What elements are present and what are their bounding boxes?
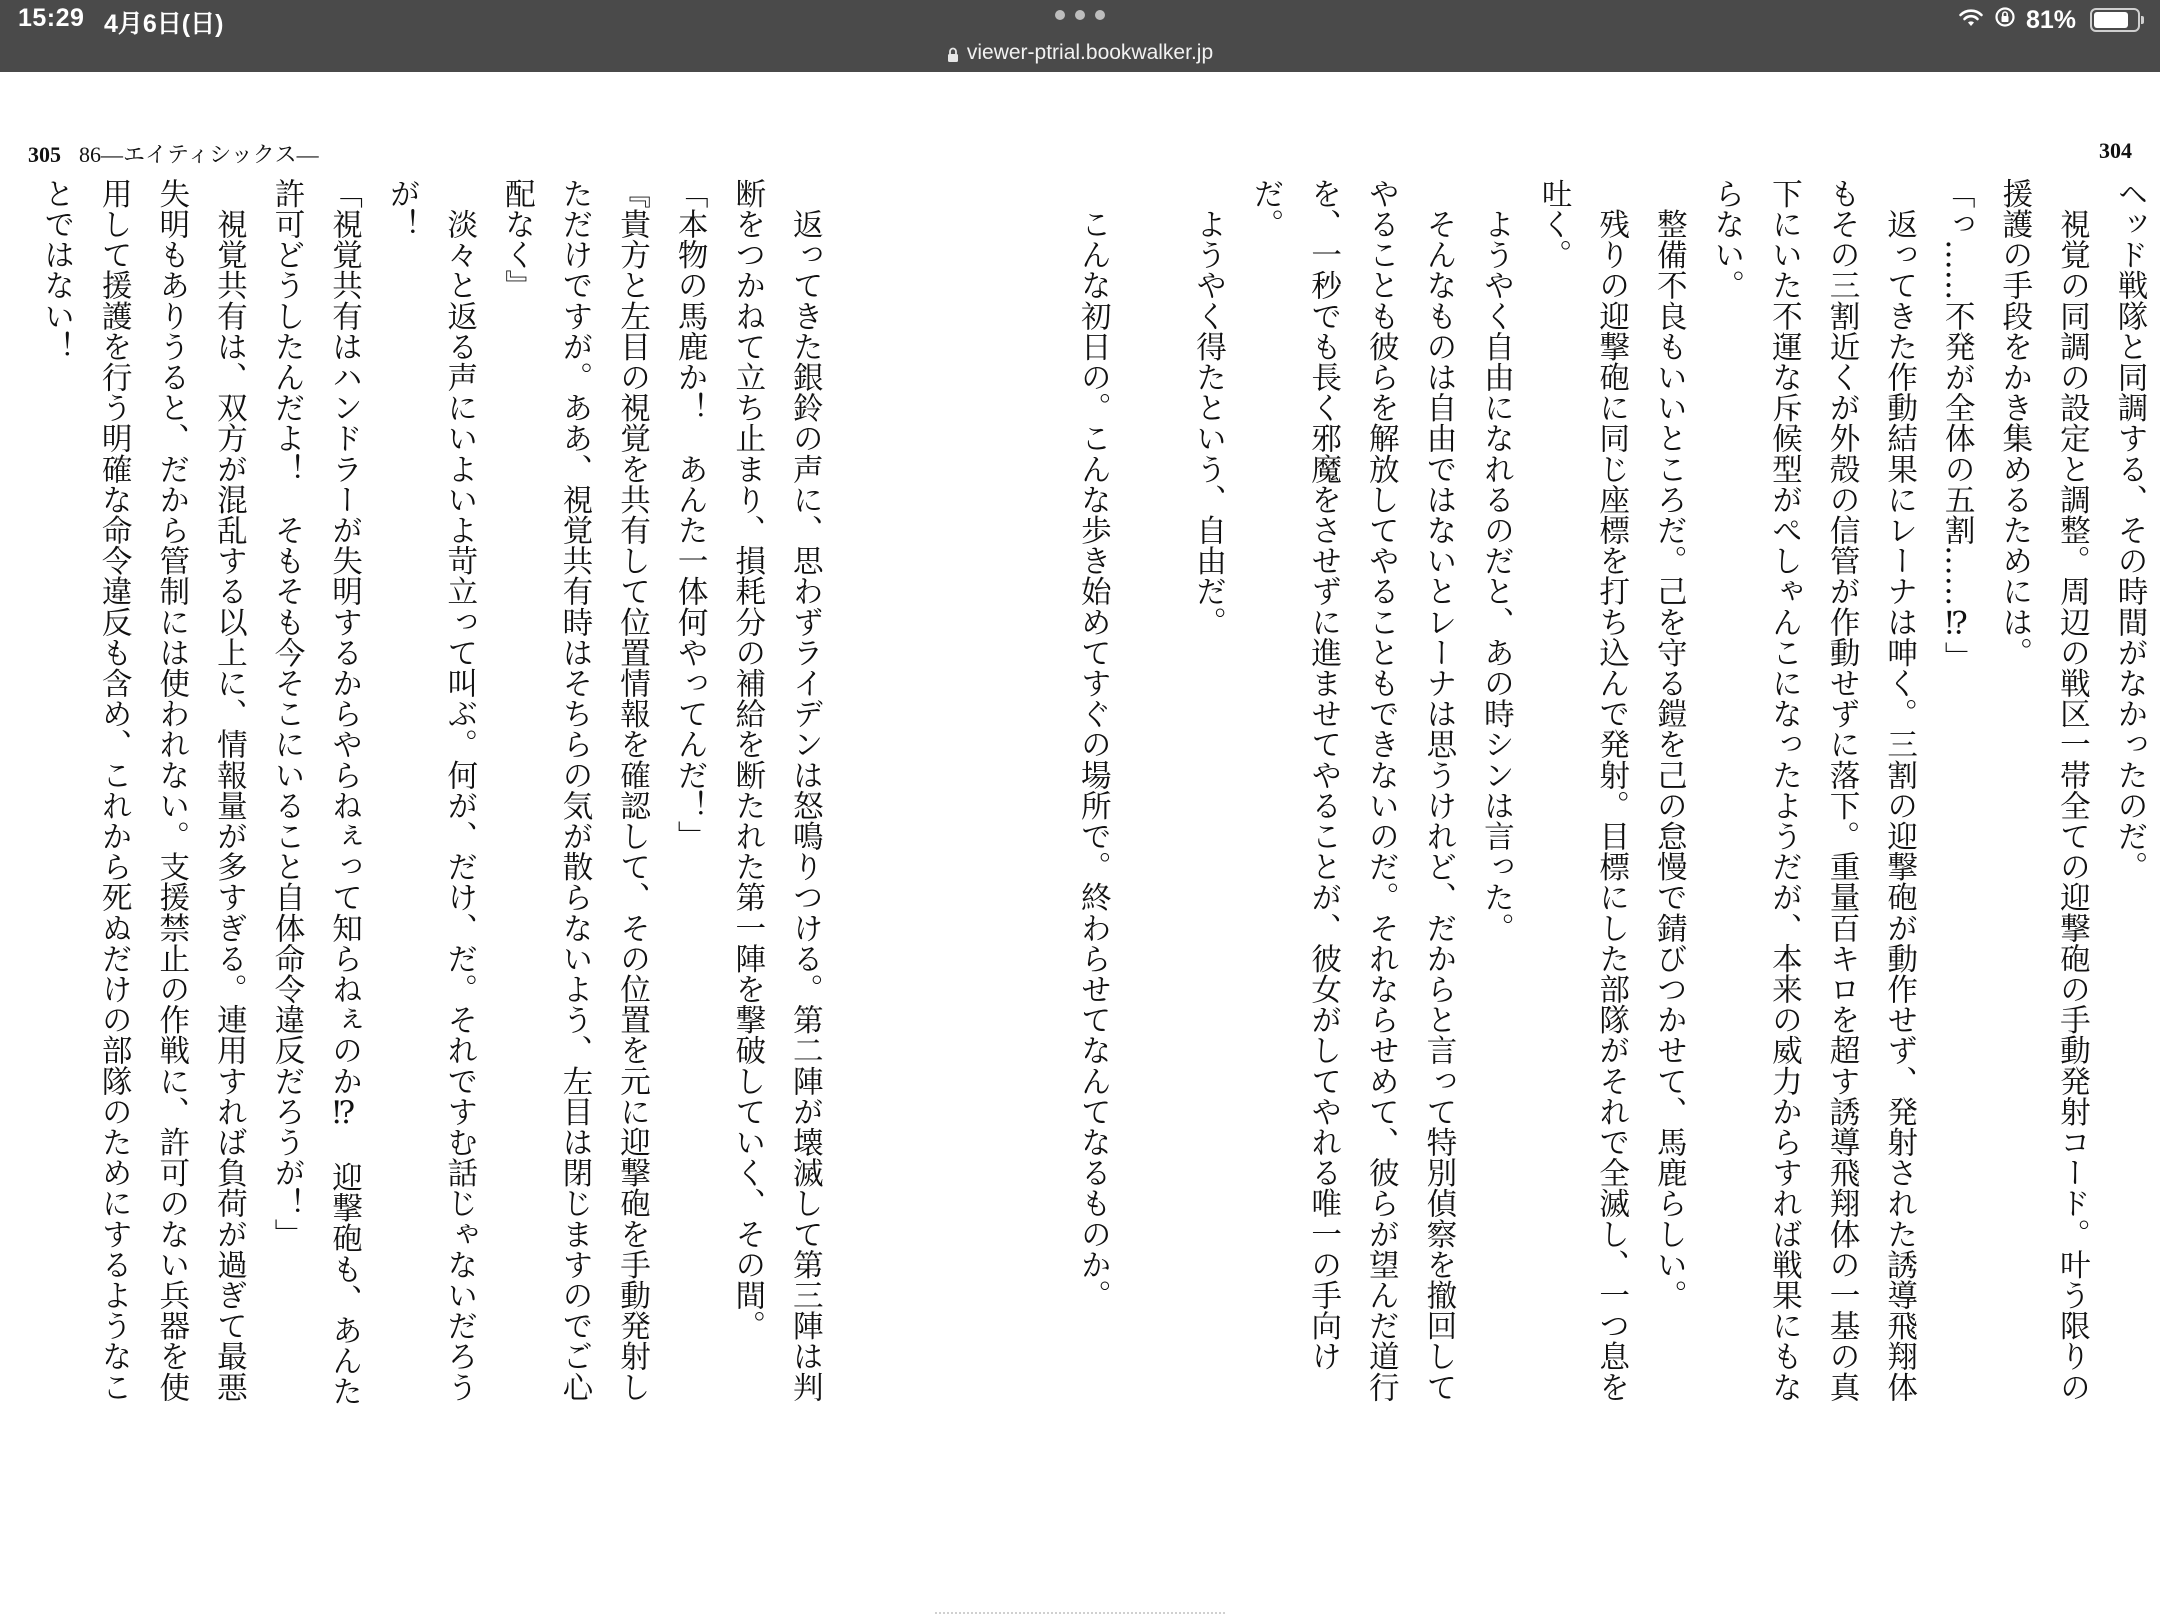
text-line: 『貴方と左目の視覚を共有して位置情報を確認して、その位置を元に迎撃砲を手動発射し (614, 178, 650, 1402)
text-line: 「っ……不発が全体の五割……⁉」 (1939, 178, 1975, 672)
left-page-header (28, 138, 319, 169)
browser-top-bar (0, 0, 2160, 72)
address-bar[interactable] (0, 38, 2160, 68)
text-line: もその三割近くが外殻の信管が作動せずに落下。重量百キロを超す誘導飛翔体の一基の真 (1824, 178, 1860, 1402)
orientation-lock-icon (1994, 6, 2016, 35)
url-text: viewer-ptrial.bookwalker.jp (966, 41, 1214, 64)
text-line: ただけですが。ああ、視覚共有時はそちらの気が散らないよう、左目は閉じますのでご心 (556, 178, 592, 1402)
text-line (833, 178, 891, 1618)
text-line: 失明もありうると、だから管制には使われない。支援禁止の作戦に、許可のない兵器を使 (153, 178, 189, 1402)
text-line: こんな初日の。こんな歩き始めてすぐの場所で。終わらせてなんてなるものか。 (1075, 178, 1111, 1311)
text-line: とではない！ (38, 178, 74, 362)
text-line: 残りの迎撃砲に同じ座標を打ち込んで発射。目標にした部隊がそれで全滅し、一つ息を (1593, 178, 1629, 1402)
text-line: 返ってきた作動結果にレーナは呻く。三割の迎撃砲が動作せず、発射された誘導飛翔体 (1881, 178, 1917, 1402)
text-line: ようやく得たという、自由だ。 (1190, 178, 1226, 637)
text-line: そんなものは自由ではないとレーナは思うけれど、だからと言って特別偵察を撤回して (1420, 178, 1456, 1402)
text-line: 吐く。 (1536, 178, 1572, 270)
battery-percent: 81% (2025, 5, 2076, 34)
status-time: 15:29 (18, 4, 85, 32)
text-line: 用して援護を行う明確な命令違反も含め、これから死ぬだけの部隊のためにするようなこ (96, 178, 132, 1402)
text-line: 許可どうしたんだよ！ そもそも今そこにいること自体命令違反だろうが！」 (269, 178, 304, 1249)
text-line (891, 178, 949, 1618)
text-line (1121, 178, 1179, 1618)
text-line: ようやく自由になれるのだと、あの時シンは言った。 (1478, 178, 1514, 943)
text-line: ヘッド戦隊と同調する、その時間がなかったのだ。 (2112, 178, 2147, 882)
text-line: が！ (384, 178, 420, 240)
text-line (949, 178, 1007, 1618)
left-page-number: 305 (28, 142, 61, 167)
text-line (1006, 178, 1064, 1618)
text-line: 整備不良もいいところだ。己を守る鎧を己の怠慢で錆びつかせて、馬鹿らしい。 (1651, 178, 1687, 1311)
text-line: らない。 (1708, 178, 1744, 301)
text-line: 返ってきた銀鈴の声に、思わずライデンは怒鳴りつける。第二陣が壊滅して第三陣は判 (787, 178, 823, 1402)
text-line: 援護の手段をかき集めるためには。 (1996, 178, 2032, 668)
status-date: 4月6日(日) (104, 10, 224, 38)
text-line: 視覚共有は、双方が混乱する以上に、情報量が多すぎる。連用すれば負荷が過ぎて最悪 (211, 178, 247, 1402)
more-dots-icon[interactable] (1055, 8, 1105, 22)
battery-icon (2090, 8, 2140, 32)
book-text-spread (18, 178, 2158, 1618)
text-line: やることも彼らを解放してやることもできないのだ。それならせめて、彼らが望んだ道行 (1363, 178, 1399, 1402)
lock-icon (947, 45, 959, 61)
text-line: を、一秒でも長く邪魔をさせずに進ませてやることが、彼女がしてやれる唯一の手向け (1305, 178, 1341, 1372)
text-line: 配なく』 (499, 178, 535, 301)
text-line: 視覚の同調の設定と調整。周辺の戦区一帯全ての迎撃砲の手動発射コード。叶う限りの (2054, 178, 2090, 1402)
text-line: 「視覚共有はハンドラーが失明するからやらねぇって知らねぇのか⁉ 迎撃砲も、あんた (326, 178, 362, 1407)
text-line: 断をつかねて立ち止まり、損耗分の補給を断たれた第一陣を撃破していく、その間。 (729, 178, 765, 1341)
text-line: だ。 (1248, 178, 1284, 240)
right-page-number: 304 (2099, 138, 2132, 163)
left-page-title: 86―エイティシックス― (79, 142, 319, 167)
wifi-icon (1958, 6, 1984, 35)
text-line: 下にいた不運な斥候型がぺしゃんこになったようだが、本来の威力からすれば戦果にもな (1766, 178, 1802, 1402)
text-line: 「本物の馬鹿か！ あんた一体何やってんだ！」 (672, 178, 708, 852)
text-line: 淡々と返る声にいよいよ苛立って叫ぶ。何が、だけ、だ。それですむ話じゃないだろう (441, 178, 477, 1402)
scroll-indicator (935, 1612, 1225, 1618)
status-indicators (1958, 4, 2140, 36)
